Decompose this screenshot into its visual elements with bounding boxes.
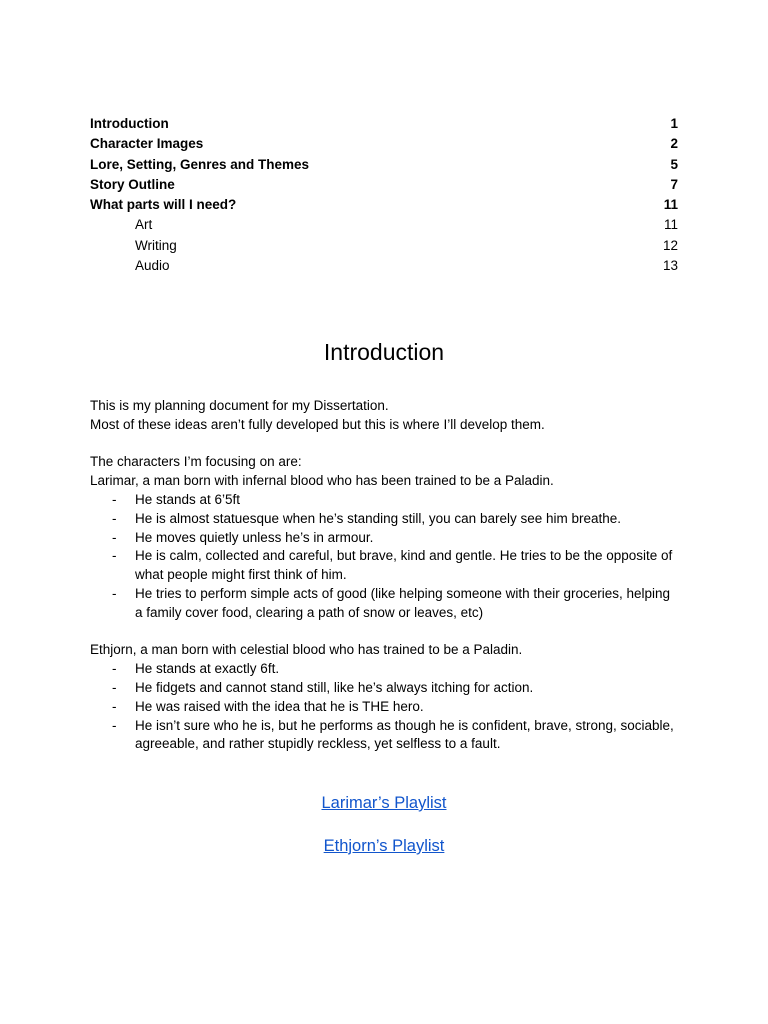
bullet-dash: - <box>112 585 117 601</box>
intro-line: Most of these ideas aren’t fully developed but this is where I’ll develop them. <box>90 416 545 432</box>
toc-subentry-label: Audio <box>135 258 170 274</box>
list-item-text: He moves quietly unless he’s in armour. <box>135 529 374 545</box>
list-item <box>90 585 680 623</box>
toc-subentry-page: 12 <box>662 237 678 253</box>
list-item-text: He was raised with the idea that he is THE hero. <box>135 698 424 714</box>
toc-subentry[interactable] <box>90 236 678 256</box>
toc-entry-label: Story Outline <box>90 176 175 192</box>
ethjorn-traits-list <box>90 660 680 754</box>
toc-entry-label: Lore, Setting, Genres and Themes <box>90 156 310 172</box>
list-item <box>90 547 680 585</box>
toc-entry[interactable] <box>90 134 678 154</box>
larimar-traits-list <box>90 491 680 623</box>
toc-entry-label: What parts will I need? <box>90 197 237 213</box>
ethjorn-playlist-link[interactable]: Ethjorn’s Playlist <box>323 837 445 855</box>
bullet-dash: - <box>112 510 117 526</box>
toc-entry-page: 1 <box>670 116 678 131</box>
toc-entry[interactable] <box>90 195 678 215</box>
list-item-text: He stands at 6’5ft <box>135 491 241 507</box>
list-item <box>90 510 680 529</box>
toc-entry-page: 5 <box>670 156 678 172</box>
ethjorn-description: Ethjorn, a man born with celestial blood who has trained to be a Paladin. <box>90 642 523 658</box>
bullet-dash: - <box>112 717 117 733</box>
bullet-dash: - <box>112 661 117 677</box>
toc-subentry-label: Art <box>135 217 153 233</box>
toc-subentry-page: 13 <box>662 258 678 274</box>
bullet-dash: - <box>112 491 117 507</box>
list-item-text: He fidgets and cannot stand still, like he’s always itching for action. <box>135 679 534 695</box>
list-item <box>90 529 680 548</box>
list-item <box>90 660 680 679</box>
body-text <box>90 397 680 754</box>
list-item-text: He is calm, collected and careful, but brave, kind and gentle. He tries to be the opposite of what people might first think of him. <box>135 548 673 583</box>
toc-entry-page: 7 <box>670 176 678 192</box>
larimar-description: Larimar, a man born with infernal blood who has been trained to be a Paladin. <box>90 473 554 489</box>
list-item <box>90 698 680 717</box>
list-item-text: He stands at exactly 6ft. <box>135 661 280 677</box>
larimar-playlist-row <box>0 792 768 814</box>
section-heading: Introduction <box>323 339 445 365</box>
larimar-playlist-link[interactable]: Larimar’s Playlist <box>321 794 447 812</box>
toc-entry[interactable] <box>90 114 678 134</box>
list-item-text: He isn’t sure who he is, but he performs as though he is confident, brave, strong, sociable, agreeable, and rather stupidly reckless, yet selfless to a fault. <box>135 717 674 752</box>
paragraph-gap <box>90 435 680 454</box>
list-item-text: He tries to perform simple acts of good (like helping someone with their groceries, helping a family cover food, clearing a path of snow or leaves, etc) <box>135 585 671 620</box>
toc-subentry-page: 11 <box>663 217 678 233</box>
bullet-dash: - <box>112 529 117 545</box>
toc-entry-page: 2 <box>670 136 678 152</box>
table-of-contents <box>90 114 678 276</box>
toc-subentry[interactable] <box>90 215 678 235</box>
bullet-dash: - <box>112 548 117 564</box>
toc-entry-page: 11 <box>663 197 678 213</box>
list-item <box>90 679 680 698</box>
list-item <box>90 717 680 755</box>
toc-entry-label: Character Images <box>90 136 204 152</box>
bullet-dash: - <box>112 679 117 695</box>
intro-line: This is my planning document for my Dissertation. <box>90 398 389 413</box>
list-item <box>90 491 680 510</box>
focus-line: The characters I’m focusing on are: <box>90 454 302 470</box>
paragraph-gap <box>90 623 680 642</box>
ethjorn-playlist-row <box>0 835 768 857</box>
toc-entry-label: Introduction <box>90 116 169 131</box>
toc-entry[interactable] <box>90 175 678 195</box>
list-item-text: He is almost statuesque when he’s standing still, you can barely see him breathe. <box>135 510 622 526</box>
toc-subentry[interactable] <box>90 256 678 276</box>
bullet-dash: - <box>112 698 117 714</box>
toc-entry[interactable] <box>90 155 678 175</box>
toc-subentry-label: Writing <box>135 237 177 253</box>
